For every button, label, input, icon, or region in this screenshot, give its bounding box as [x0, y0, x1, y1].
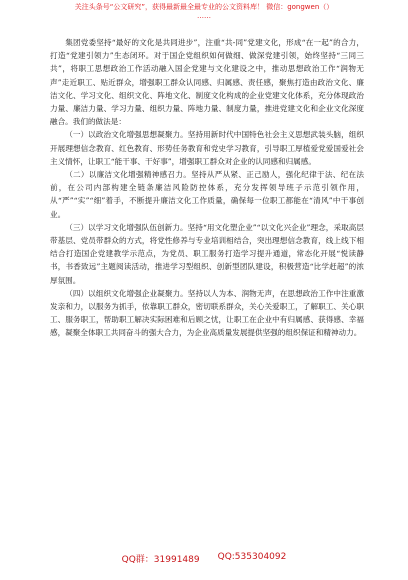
promo-banner-line2: …… — [197, 12, 211, 20]
promo-banner — [0, 3, 408, 21]
paragraph-intro: 集团党委坚持“最好的文化是共同进步”，注重“共-同”党建文化，形成“在一起”的合力，打造“党建引领力”生态闭环。对于国企党组织如何做细、做深党建引领，始终坚持“三同三共”，将职工思想政治工作活动融入国企党建与文化建设之中，推动思想政治工作“润物无声”走近职工、贴近群众，增强职工群众认同感、归属感、责任感，聚焦打造由政治文化、廉洁文化、学习文化、组织文化、阵地文化、制度文化构成的企业党建文化体系，充分体现政治力量、廉洁力量、学习力量、组织力量、阵地力量、制度力量，推进党建文化和企业文化深度融合。我们的做法是： — [50, 38, 364, 127]
paragraph-organization-culture: （四）以组织文化增强企业凝聚力。坚持以人为本、润物无声，在思想政治工作中注重激发亲和力，以服务为抓手，依靠职工群众，密切联系群众，关心关爱职工，了解职工、关心职工、服务职工，帮助职工解决实际困难和后顾之忧，让职工在企业中有归属感、获得感、幸福感，凝聚全体职工共同奋斗的强大合力，为企业高质量发展提供坚强的组织保证和精神动力。 — [50, 288, 364, 338]
qq-group-label: QQ群：31991489 — [121, 555, 200, 565]
paragraph-integrity-culture: （二）以廉洁文化增强精神感召力。坚持从严从紧、正己励人，强化纪律于法、纪在法前，在公司内部构建全链条廉洁风险防控体系，充分发挥领导班子示范引领作用，从“严”“实”“细”着手，不断提升廉洁文化工作质量，确保每一位职工都能在“清风”中干事创业。 — [50, 170, 364, 219]
paragraph-learning-culture: （三）以学习文化增强队伍创新力。坚持“用文化塑企业”“以文化兴企业”理念，采取高层带基层、党员带群众的方式，将党性修养与专业培训相结合，突出理想信念教育，线上线下相结合打造国企党建教学示范点，为党员、职工服务打造学习提升通道，常态化开展“悦读静书，书香致远”主题阅读活动，推进学习型组织、创新型团队建设，积极营造“比学赶超”的浓厚氛围。 — [50, 222, 364, 285]
document-body — [50, 36, 364, 340]
qq-label: QQ:535304092 — [217, 552, 287, 562]
promo-banner-line1: 关注头条号“公文研究”，获得最新最全最专业的公文资料库！ 微信：gongwen（） — [74, 3, 334, 11]
contact-footer — [0, 552, 408, 565]
paragraph-political-culture: （一）以政治文化增强思想凝聚力。坚持用新时代中国特色社会主义思想武装头脑，组织开展理想信念教育、红色教育、形势任务教育和党史学习教育，引导职工厚植爱党爱国爱社会主义情怀，让职工“能干事、干好事”，增强职工群众对企业的认同感和归属感。 — [50, 130, 364, 166]
